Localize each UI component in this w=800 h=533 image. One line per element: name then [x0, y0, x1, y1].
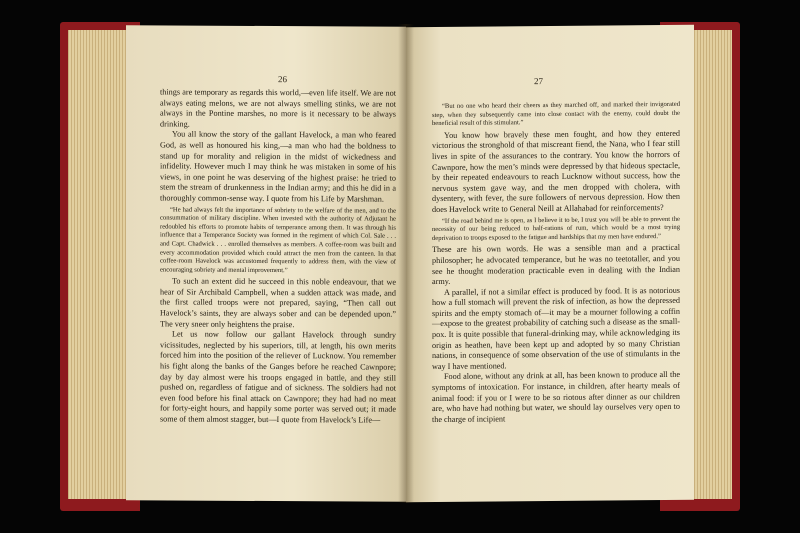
page-number: 27	[534, 76, 543, 87]
paragraph: Food alone, without any drink at all, has been known to produce all the symptoms of intoxication. For instance, in children, after hearty meals of animal food: if you or I were to be so riotous after dinner as our children are, who have had nothing but water, we should lay ourselves very open to the charge of incipient	[432, 370, 680, 424]
paragraph: To such an extent did he succeed in this noble endeavour, that we hear of Sir Archibald Campbell, when a sudden attack was made, and the first called troops were not prepared, saying, “Then call out Havelock’s saints, they are always sober and can be depended upon.” The very sneer only heightens the praise.	[160, 276, 396, 329]
paragraph: A parallel, if not a similar effect is produced by food. It is as notorious how a full stomach will prevent the risk of infection, as how the depressed spirits and the empty stomach of—it may be a mourner following a coffin—expose to the greatest probability of catching such a disease as the small-pox. It is quite possible that funeral-drinking may, while acknowledging its origin as heathen, have been kept up and adopted by so many Christian nations, in consequence of some observation of the use of stimulants in the way I have mentioned.	[432, 285, 680, 371]
page-number: 26	[278, 74, 287, 85]
paragraph: These are his own words. He was a sensible man and a practical philosopher; he advocated temperance, but he was no teetotaller, and you see he thought moderation practicable even in dealing with the Indian army.	[432, 243, 680, 287]
left-page	[126, 25, 406, 501]
right-page	[406, 25, 694, 503]
paragraph: Let us now follow our gallant Havelock through sundry vicissitudes, neglected by his superiors, till, at length, his own merits forced him into the position of the reliever of Lucknow. You remember his fight along the banks of the Ganges before he reached Cawnpore; day by day almost were his troops engaged in battle, and they still pushed on, regardless of fatigue and of sickness. The soldiers had not even food before his final attack on Cawnpore; they had had no meat for forty-eight hours, and happily some porter was served out; it made some of them almost stagger, but—I quote from Havelock’s Life—	[160, 329, 396, 425]
page-text	[432, 101, 680, 426]
block-quote: “But no one who heard their cheers as they marched off, and marked their invigorated step, when they subsequently came into close contact with the enemy, could doubt the beneficial result of this stimulant.”	[432, 100, 680, 128]
block-quote: “If the road behind me is open, as I believe it to be, I trust you will be able to prevent the necessity of our being reduced to half-rations of rum, which would be a most trying deprivation to troops exposed to the fatigue and hardships that my men have endured.”	[432, 215, 680, 242]
paragraph: things are temporary as regards this world,—even life itself. We are not always eating melons, we are not always smelling stinks, we are not always in the Pontine marshes, no more is it necessary to be always drinking.	[160, 87, 396, 129]
paragraph: You know how bravely these men fought, and how they entered victorious the stronghold of that miscreant fiend, the Nana, who I fear still lives in spite of the assurances to the contrary. You know the horrors of Cawnpore, how the men’s minds were depressed by that hideous spectacle, by their repeated endeavours to reach Lucknow without success, how the nervous system gave way, and the men dropped with cholera, with dysentery, with fever, the sure followers of nervous depression. How then does Havelock write to General Neill at Allahabad for reinforcements?	[432, 128, 680, 214]
page-text	[160, 87, 396, 426]
block-quote: “He had always felt the importance of sobriety to the welfare of the men, and to the consummation of military discipline. When invested with the authority of Adjutant he redoubled his efforts to promote habits of temperance among them. It was through his influence that a Temperance Society was formed in the regiment of which Col. Sale . . . and Capt. Chadwick . . . enrolled themselves as members. A coffee-room was built and every accommodation provided which could attract the men from the canteen. In that coffee-room Havelock was accustomed frequently to address them, with the view of encouraging sobriety and mental improvement.”	[160, 206, 396, 274]
page-edges-left	[68, 30, 132, 499]
book-gutter	[398, 24, 414, 503]
paragraph: You all know the story of the gallant Havelock, a man who feared God, as well as honoured his king,—a man who had the boldness to stand up for morality and religion in the midst of wickedness and infidelity. However much I may think he was mistaken in some of his views, in one point he was deserving of the highest praise: he tried to stem the stream of drunkenness in the Indian army; and this he did in a thoroughly common-sense way. I quote from his Life by Marshman.	[160, 129, 396, 204]
